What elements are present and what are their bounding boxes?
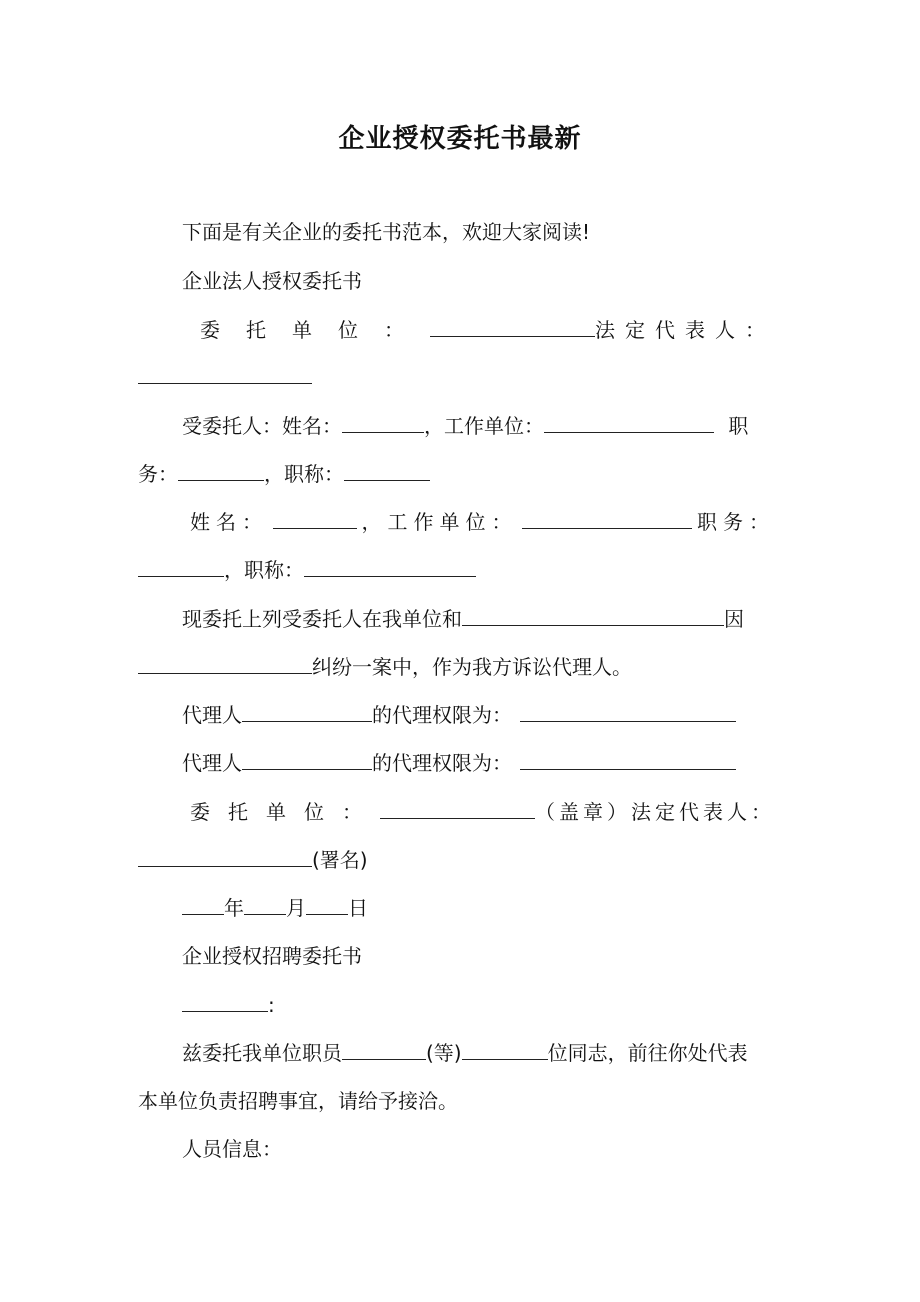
month-label: 月	[286, 896, 306, 920]
duty-label2: 职务：	[697, 510, 775, 534]
staff-count-blank	[462, 1039, 548, 1060]
agent-scope-label: 的代理权限为：	[372, 751, 512, 775]
second-duty-blank	[138, 556, 224, 577]
entrust-unit-label: 委托单位：	[200, 318, 430, 342]
agent-name-blank	[242, 749, 372, 770]
date-line	[182, 893, 782, 923]
entrust-unit-line	[200, 315, 775, 345]
work-unit-label2: ，工作单位：	[361, 510, 518, 534]
staff-name-blank	[342, 1039, 426, 1060]
year-label: 年	[224, 896, 244, 920]
agent-label: 代理人	[182, 751, 242, 775]
legal-rep-label: 法定代表人：	[595, 318, 775, 342]
entrust-text-c: 纠纷一案中，作为我方诉讼代理人。	[312, 655, 632, 679]
hire-line-2: 本单位负责招聘事宜，请给予接洽。	[138, 1089, 458, 1113]
intro-paragraph: 下面是有关企业的委托书范本，欢迎大家阅读!	[182, 220, 591, 244]
addressee-line	[182, 990, 782, 1020]
work-unit-label: ，工作单位：	[424, 414, 544, 438]
dispute-blank	[138, 653, 312, 674]
second-title-blank	[304, 556, 476, 577]
seal-line	[190, 797, 775, 827]
month-blank	[244, 894, 286, 915]
work-unit-blank	[544, 412, 714, 433]
document-title: 企业授权委托书最新	[338, 124, 582, 154]
entrust-unit-blank	[430, 316, 595, 337]
hire-line-1	[182, 1038, 782, 1068]
agent-line-2	[182, 748, 782, 778]
agent-line-1	[182, 700, 782, 730]
opponent-blank	[462, 605, 724, 626]
addressee-blank	[182, 991, 268, 1012]
title-label: ，职称：	[264, 462, 344, 486]
seal-label: （盖章）法定代表人：	[535, 800, 775, 824]
duty-label-b: 务：	[138, 462, 178, 486]
legal-rep-blank-line	[138, 362, 783, 392]
entrust-text-a: 现委托上列受委托人在我单位和	[182, 607, 462, 631]
agent-scope-blank	[520, 749, 736, 770]
staff-info-heading: 人员信息：	[182, 1137, 282, 1161]
section2-heading: 企业授权招聘委托书	[182, 944, 362, 968]
second-trustee-duty-line	[138, 555, 783, 585]
seal-unit-blank	[380, 798, 535, 819]
hire-text-a: 兹委托我单位职员	[182, 1041, 342, 1065]
second-trustee-line	[190, 507, 775, 537]
name-label: 姓名：	[190, 510, 268, 534]
title-blank	[344, 460, 430, 481]
agent-scope-blank	[520, 701, 736, 722]
day-label: 日	[348, 896, 368, 920]
addressee-colon: :	[268, 993, 275, 1017]
day-blank	[306, 894, 348, 915]
year-blank	[182, 894, 224, 915]
hire-text-c: 位同志，前往你处代表	[547, 1041, 748, 1065]
section1-heading: 企业法人授权委托书	[182, 269, 362, 293]
agent-scope-label: 的代理权限为：	[372, 703, 512, 727]
sign-label: (署名)	[312, 848, 368, 872]
entrust-unit-label2: 委托单位：	[190, 800, 380, 824]
entrust-text-b: 因	[724, 607, 744, 631]
hire-text-b: (等)	[426, 1041, 462, 1065]
trustee-duty-line	[138, 459, 783, 489]
trustee-name-blank	[342, 412, 424, 433]
second-work-unit-blank	[522, 508, 692, 529]
entrust-text-line	[182, 604, 782, 634]
trustee-label: 受委托人：姓名：	[182, 414, 342, 438]
title-label2: ，职称：	[224, 558, 304, 582]
sign-line	[138, 845, 783, 875]
duty-blank	[178, 460, 264, 481]
dispute-line	[138, 652, 783, 682]
agent-name-blank	[242, 701, 372, 722]
legal-rep-blank	[138, 363, 312, 384]
sign-blank	[138, 846, 312, 867]
second-name-blank	[273, 508, 357, 529]
agent-label: 代理人	[182, 703, 242, 727]
trustee-line	[182, 411, 782, 441]
duty-label-a: 职	[728, 414, 749, 438]
